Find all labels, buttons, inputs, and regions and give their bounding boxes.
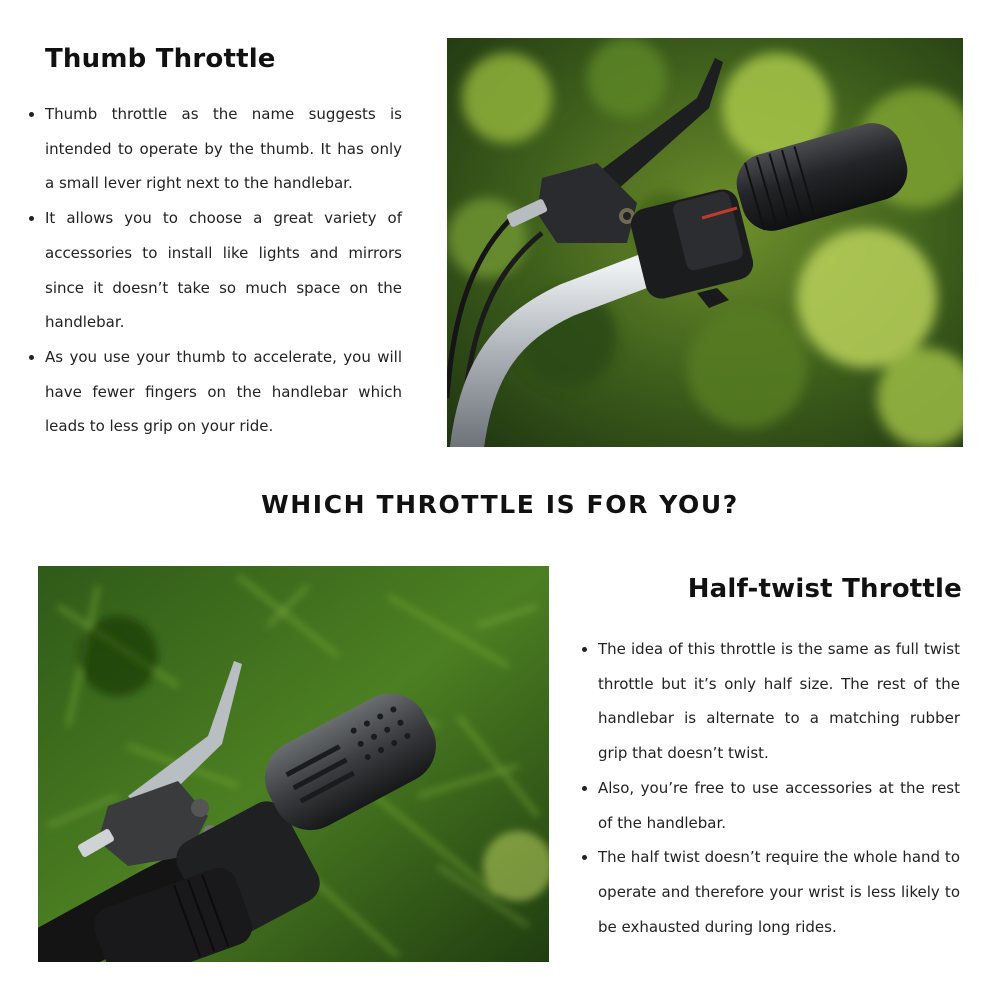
list-item <box>598 632 960 771</box>
list-item <box>45 340 402 444</box>
thumb-throttle-list <box>45 97 402 444</box>
thumb-throttle-heading: Thumb Throttle <box>45 44 276 74</box>
list-item-text: The idea of this throttle is the same as full twist throttle but it’s only half size. The rest of the handlebar is alternate to a matching rubber grip that doesn’t twist. <box>598 640 960 763</box>
list-item-text: Also, you’re free to use accessories at the rest of the handlebar. <box>598 778 960 832</box>
bullet-dot <box>582 786 587 791</box>
list-item <box>45 97 402 201</box>
page-title: WHICH THROTTLE IS FOR YOU? <box>261 490 739 519</box>
half-twist-throttle-photo <box>38 566 549 962</box>
half-twist-throttle-heading: Half-twist Throttle <box>687 574 962 604</box>
list-item-text: The half twist doesn’t require the whole hand to operate and therefore your wrist is less likely to be exhausted during long rides. <box>598 848 960 936</box>
list-item-text: It allows you to choose a great variety of accessories to install like lights and mirrors since it doesn’t take so much space on the handlebar. <box>45 209 402 332</box>
list-item-text: Thumb throttle as the name suggests is intended to operate by the thumb. It has only a small lever right next to the handlebar. <box>45 105 402 193</box>
bullet-dot <box>582 855 587 860</box>
list-item <box>45 201 402 340</box>
thumb-throttle-photo <box>447 38 963 447</box>
bullet-dot <box>29 112 34 117</box>
bullet-dot <box>582 647 587 652</box>
list-item <box>598 771 960 840</box>
list-item <box>598 840 960 944</box>
list-item-text: As you use your thumb to accelerate, you will have fewer fingers on the handlebar which leads to less grip on your ride. <box>45 347 402 436</box>
bullet-dot <box>29 355 34 360</box>
half-twist-throttle-list <box>598 632 960 944</box>
bullet-dot <box>29 216 34 221</box>
